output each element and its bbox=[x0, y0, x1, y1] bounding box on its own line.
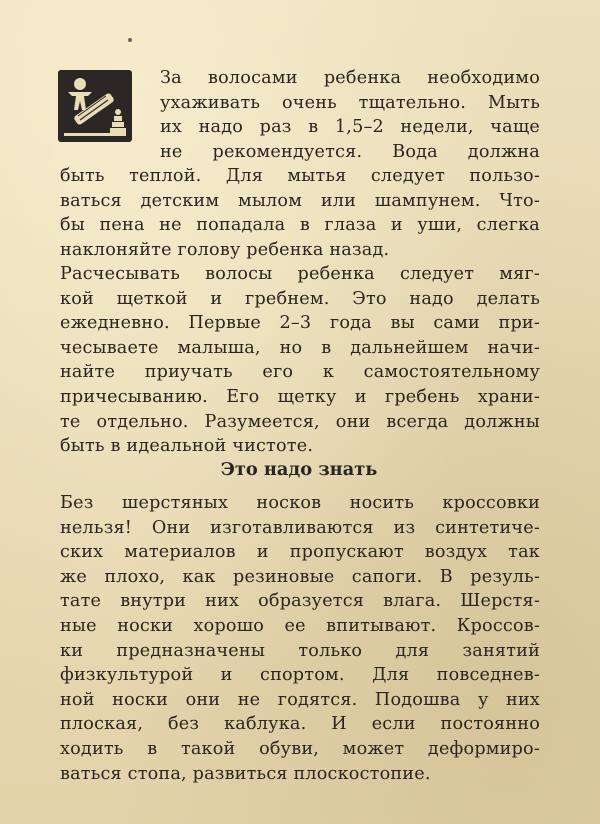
text-line: ежедневно. Первые 2–3 года вы сами при- bbox=[60, 313, 540, 334]
text-line: нельзя! Они изготавливаются из синтетиче- bbox=[60, 517, 540, 538]
text-line: причесыванию. Его щетку и гребень храни- bbox=[60, 386, 540, 407]
text-line: ухаживать очень тщательно. Мыть bbox=[160, 92, 540, 113]
text-line: тате внутри них образуется влага. Шерстя- bbox=[60, 591, 540, 612]
text-line: плоская, без каблука. И если постоянно bbox=[60, 714, 540, 735]
text-line: быть теплой. Для мытья следует пользо- bbox=[60, 166, 540, 186]
paragraph-1-indented bbox=[160, 66, 540, 164]
text-line: бы пена не попадала в глаза и уши, слегка bbox=[60, 215, 540, 236]
text-line: физкультурой и спортом. Для повседнев- bbox=[60, 665, 540, 686]
paragraph-3 bbox=[60, 491, 540, 786]
text-line: ной носки они не годятся. Подошва у них bbox=[60, 689, 540, 710]
text-line: ки предназначены только для занятий bbox=[60, 640, 540, 661]
text-line: найте приучать его к самостоятельному bbox=[60, 362, 540, 383]
text-line: быть в идеальной чистоте. bbox=[60, 436, 314, 457]
text-line: Без шерстяных носков носить кроссовки bbox=[60, 493, 540, 513]
text-line: наклоняйте голову ребенка назад. bbox=[60, 239, 390, 260]
text-line: их надо раз в 1,5–2 недели, чаще bbox=[160, 117, 540, 138]
child-care-icon bbox=[58, 70, 132, 142]
section-heading: Это надо знать bbox=[220, 459, 378, 480]
text-line: ваться детским мылом или шампунем. Что- bbox=[60, 190, 540, 211]
text-line: Расчесывать волосы ребенка следует мяг- bbox=[60, 264, 540, 284]
text-line: ваться стопа, развиться плоскостопие. bbox=[60, 763, 431, 784]
text-line: ные носки хорошо ее впитывают. Кроссов- bbox=[60, 615, 540, 636]
text-line: ских материалов и пропускают воздух так bbox=[60, 542, 540, 563]
text-line: ходить в такой обуви, может деформиро- bbox=[60, 738, 540, 759]
text-line: За волосами ребенка необходимо bbox=[160, 68, 540, 88]
text-line: кой щеткой и гребнем. Это надо делать bbox=[60, 288, 540, 309]
paragraph-1 bbox=[60, 164, 540, 262]
text-line: же плохо, как резиновые сапоги. В резуль- bbox=[60, 566, 540, 587]
paragraph-2 bbox=[60, 262, 540, 459]
text-line: не рекомендуется. Вода должна bbox=[160, 141, 540, 162]
print-speck bbox=[128, 38, 132, 42]
text-line: те отдельно. Разумеется, они всегда должны bbox=[60, 411, 540, 432]
text-line: чесываете малыша, но в дальнейшем начи- bbox=[60, 337, 540, 358]
